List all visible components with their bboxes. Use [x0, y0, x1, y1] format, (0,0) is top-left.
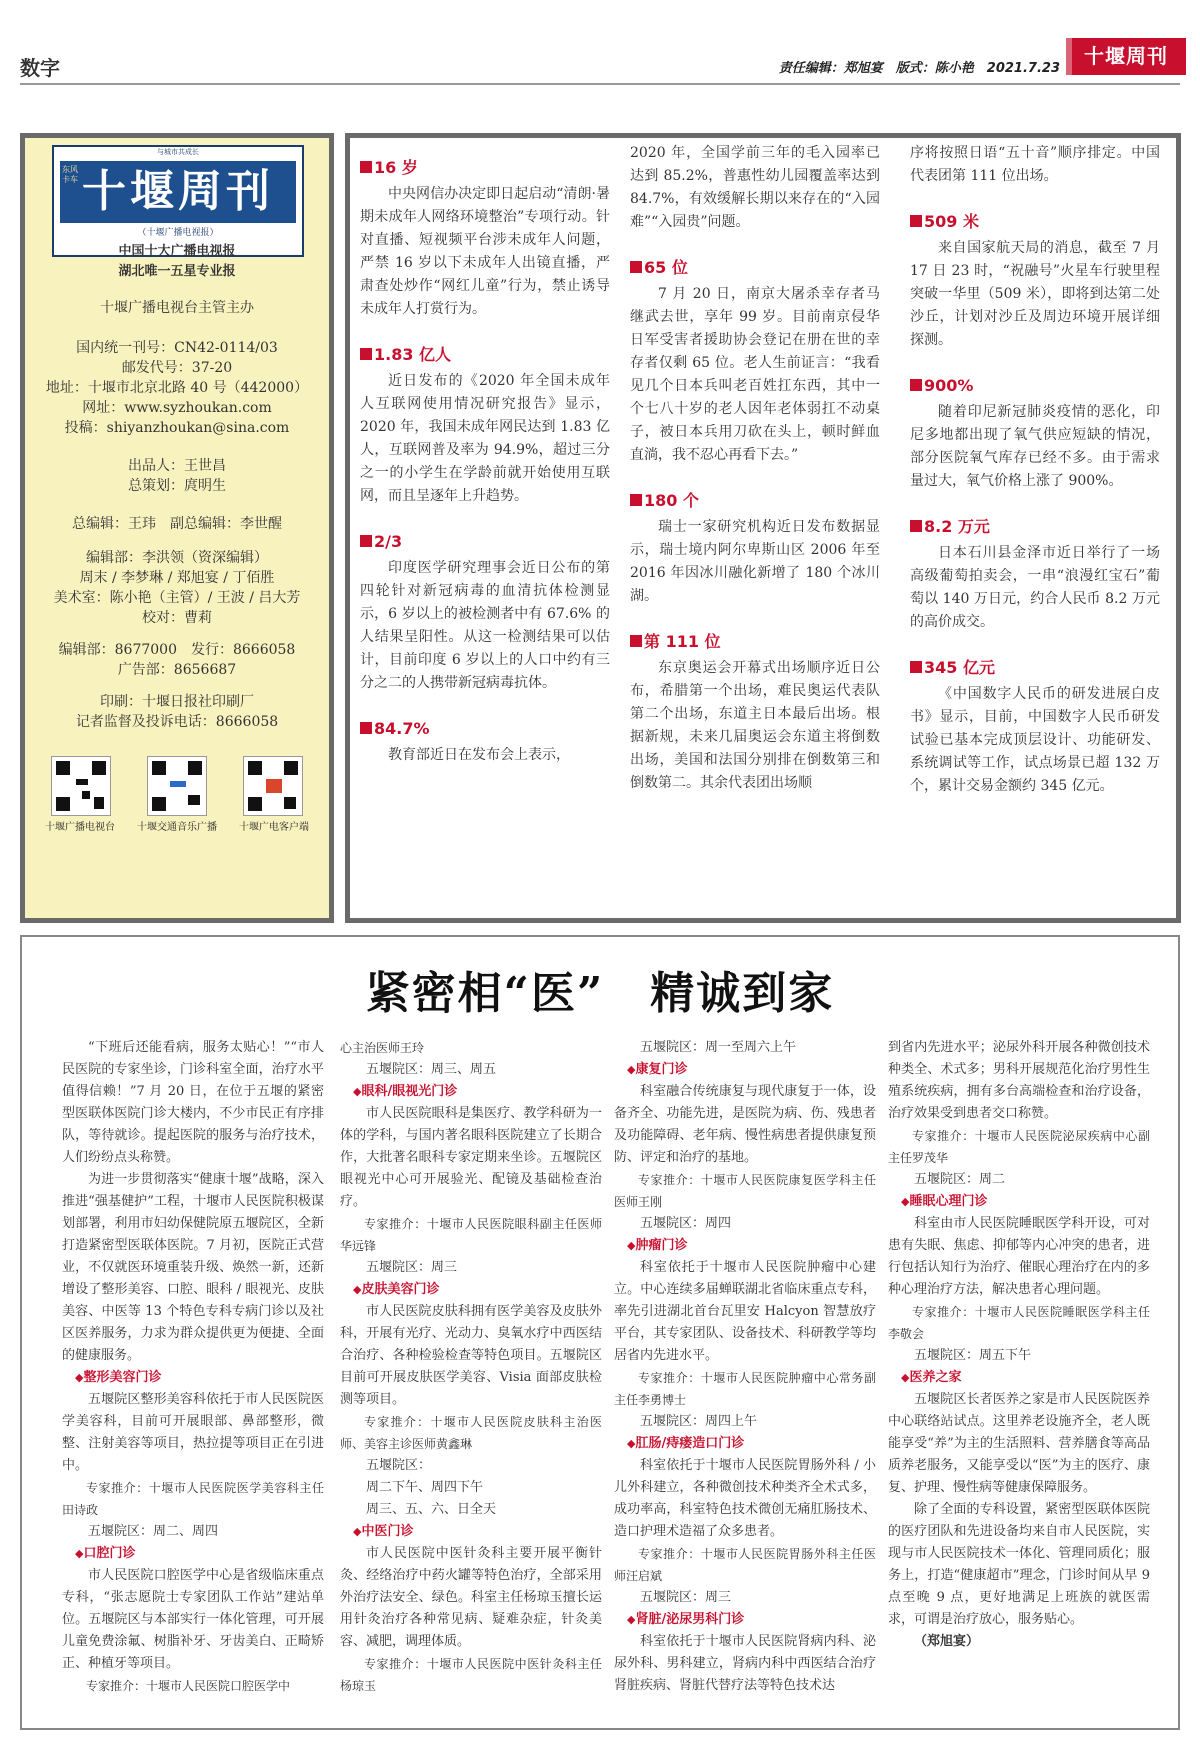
clinic-schedule: 五堰院区：周三、周五 — [366, 1062, 497, 1077]
article-paragraph: 市人民医院眼科是集医疗、教学科研为一体的学科，与国内著名眼科医院建立了长期合作，大批著名眼科专家定期来坐诊。五堰院区眼视光中心可开展验光、配镜及基础检查治疗。 — [340, 1106, 602, 1209]
clinic-schedule: 五堰院区：周一至周六上午 — [640, 1040, 797, 1055]
article-column-1 — [62, 1037, 324, 1697]
number-body: 印度医学研究理事会近日公布的第四轮针对新冠病毒的血清抗体检测显示，6 岁以上的被检测者中有 67.6% 的人结果呈阳性。从这一检测结果可以估计，目前印度 6 岁以上的人口中约有三分之二的人携带新冠病毒抗体。 — [360, 560, 610, 691]
article-paragraph: 科室融合传统康复与现代康复于一体，设备齐全、功能先进，是医院为病、伤、残患者及功能障碍、老年病、慢性病患者提供康复预防、评定和治疗的基地。 — [614, 1084, 876, 1165]
qr-label-tv: 十堰广播电视台 — [45, 822, 115, 833]
clinic-schedule: 五堰院区：周三 — [640, 1590, 732, 1605]
expert-recommendation: 专家推介：十堰市人民医院胃肠外科主任医师汪启斌 — [614, 1547, 876, 1583]
clinic-schedule: 五堰院区：周二 — [914, 1172, 1006, 1187]
editor-credits: 责任编辑：郑旭宴 版式：陈小艳 2021.7.23 — [778, 61, 1060, 76]
sponsor: 十堰广播电视台主管主办 — [100, 300, 254, 316]
subsection-heading: ◆中医门诊 — [353, 1524, 414, 1539]
expert-recommendation: 专家推介：十堰市人民医院泌尿疾病中心副主任罗茂华 — [888, 1129, 1150, 1165]
chief-planner: 总策划：庹明生 — [128, 478, 226, 494]
clinic-schedule: 五堰院区：周四 — [640, 1216, 732, 1231]
complaint-phone: 记者监督及投诉电话：8666058 — [75, 714, 279, 730]
numbers-column-1 — [360, 138, 610, 767]
clinic-schedule: 周三、五、六、日全天 — [366, 1502, 497, 1517]
logo-side-text: 东风卡车 — [62, 165, 78, 184]
clinic-schedule: 五堰院区：周五下午 — [914, 1348, 1032, 1363]
postal-code: 邮发代号：37-20 — [121, 360, 233, 376]
ad-phone: 广告部：8656687 — [117, 662, 237, 678]
feature-article — [20, 935, 1180, 1730]
numbers-column-2 — [630, 138, 880, 795]
article-paragraph: 到省内先进水平；泌尿外科开展各种微创技术种类全、术式多；男科开展规范化治疗男性生殖系统疾病，拥有多台高端检查和治疗设备，治疗效果受到患者交口称赞。 — [888, 1040, 1150, 1121]
subsection-heading: ◆医养之家 — [901, 1370, 962, 1385]
expert-recommendation: 专家推介：十堰市人民医院医学美容科主任田诗政 — [62, 1481, 324, 1517]
tagline-1: 中国十大广播电视报 — [118, 244, 236, 259]
number-headline: 900% — [910, 374, 1160, 397]
expert-recommendation: 专家推介：十堰市人民医院肿瘤中心常务副主任李勇博士 — [614, 1371, 876, 1407]
number-headline: 8.2 万元 — [910, 515, 1160, 538]
article-paragraph: 市人民医院口腔医学中心是省级临床重点专科，“张志愿院士专家团队工作站”建站单位。五堰院区与本部实行一体化管理，可开展儿童免费涂氟、树脂补牙、牙齿美白、正畸矫正、种植牙等项目。 — [62, 1568, 324, 1671]
section-name: 数字 — [20, 56, 60, 80]
subsection-heading: ◆肿瘤门诊 — [627, 1238, 688, 1253]
clinic-schedule: 周二下午、周四下午 — [366, 1480, 484, 1495]
numbers-column-3 — [910, 138, 1160, 798]
expert-recommendation: 专家推介：十堰市人民医院眼科副主任医师华远锋 — [340, 1217, 602, 1253]
number-headline: 1.83 亿人 — [360, 343, 610, 366]
address: 地址：十堰市北京北路 40 号（442000） — [45, 380, 309, 396]
subsection-heading: ◆皮肤美容门诊 — [353, 1282, 440, 1297]
number-body: 东京奥运会开幕式出场顺序近日公布，希腊第一个出场，难民奥运代表队第二个出场，东道主日本最后出场。根据新规，未来几届奥运会东道主将倒数出场，美国和法国分别排在倒数第三和倒数第二。其余代表团出场顺 — [630, 660, 880, 791]
producer: 出品人：王世昌 — [128, 458, 226, 474]
number-body: 近日发布的《2020 年全国未成年人互联网使用情况研究报告》显示，2020 年，我国未成年网民达到 1.83 亿人，互联网普及率为 94.9%，超过三分之一的小学生在学龄前就开始使用互联网，而且呈逐年上升趋势。 — [360, 373, 610, 504]
qr-code-tv[interactable] — [51, 756, 111, 816]
number-headline: 84.7% — [360, 717, 610, 740]
expert-recommendation: 专家推介：十堰市人民医院口腔医学中 — [86, 1679, 291, 1693]
subsection-heading: ◆肾脏/泌尿男科门诊 — [627, 1612, 745, 1627]
clinic-schedule: 五堰院区：周二、周四 — [88, 1524, 219, 1539]
number-headline: 509 米 — [910, 210, 1160, 233]
article-column-3 — [614, 1037, 876, 1697]
clinic-schedule: 五堰院区：周四上午 — [640, 1414, 758, 1429]
expert-recommendation: 专家推介：十堰市人民医院中医针灸科主任杨琼玉 — [340, 1657, 602, 1693]
weekend-staff: 周末 / 李梦琳 / 郑旭宴 / 丁佰胜 — [79, 570, 275, 586]
subsection-heading: ◆口腔门诊 — [75, 1546, 136, 1561]
qr-label-app: 十堰广电客户端 — [239, 822, 309, 833]
article-paragraph: 科室由市人民医院睡眠医学科开设，可对患有失眠、焦虑、抑郁等内心冲突的患者，进行包括认知行为治疗、催眠心理治疗在内的多种心理治疗方法，解决患者心理问题。 — [888, 1216, 1150, 1297]
logo-title: 十堰周刊 — [60, 161, 296, 223]
proofreader: 校对：曹莉 — [142, 610, 212, 626]
phone-numbers: 编辑部：8677000 发行：8666058 — [58, 642, 296, 658]
number-headline: 16 岁 — [360, 156, 610, 179]
subsection-heading: ◆康复门诊 — [627, 1062, 688, 1077]
article-column-4 — [888, 1037, 1150, 1653]
article-paragraph: 五堰院区长者医养之家是市人民医院医养中心联络站试点。这里养老设施齐全，老人既能享受“养”为主的生活照料、营养膳食等高品质养老服务，又能享受以“医”为主的医疗、康复、护理、慢性病等健康保障服务。 — [888, 1392, 1150, 1495]
number-headline: 2/3 — [360, 530, 610, 553]
subsection-heading: ◆眼科/眼视光门诊 — [353, 1084, 458, 1099]
article-paragraph: “下班后还能看病，服务太贴心！”“市人民医院的专家坐诊，门诊科室全面，治疗水平值得信赖！”7 月 20 日，在位于五堰的紧密型医联体医院门诊大楼内，不少市民正有序排队，等待就诊。提起医院的服务与治疗技术，人们纷纷点头称赞。 — [62, 1040, 324, 1165]
number-body: 2020 年，全国学前三年的毛入园率已达到 85.2%，普惠性幼儿园覆盖率达到 84.7%，有效缓解长期以来存在的“入园难”“入园贵”问题。 — [630, 145, 880, 230]
chief-editors: 总编辑：王玮 副总编辑：李世醒 — [72, 516, 282, 532]
numbers-news-box — [345, 133, 1181, 923]
expert-recommendation: 专家推介：十堰市人民医院睡眠医学科主任李敬会 — [888, 1305, 1150, 1341]
number-headline: 第 111 位 — [630, 630, 880, 653]
edit-department: 编辑部：李洪领（资深编辑） — [86, 550, 268, 566]
publication-info-box — [20, 133, 334, 923]
number-body: 序将按照日语“五十音”顺序排定。中国代表团第 111 位出场。 — [910, 145, 1160, 184]
article-paragraph: 为进一步贯彻落实“健康十堰”战略，深入推进“强基健护”工程，十堰市人民医院积极谋划部署，利用市妇幼保健院原五堰院区，全新打造紧密型医联体医院。7 月初，医院正式营业，不仅就医环境重装升级、焕然一新，还新增设了整形美容、口腔、眼科 / 眼视光、皮肤美容、中医等 13 个特色专科专病门诊以及社区医养服务，力求为群众提供更为便捷、全面的健康服务。 — [62, 1172, 324, 1363]
clinic-schedule: 五堰院区：周三 — [366, 1260, 458, 1275]
article-paragraph: 科室依托于十堰市人民医院肾病内科、泌尿外科、男科建立，肾病内科中西医结合治疗肾脏疾病、肾脏代替疗法等特色技术达 — [614, 1634, 876, 1693]
article-paragraph: 五堰院区整形美容科依托于市人民医院医学美容科，目前可开展眼部、鼻部整形，微整、注射美容等项目，热拉提等项目正在引进中。 — [62, 1392, 324, 1473]
newspaper-logo — [52, 145, 304, 257]
printer: 印刷：十堰日报社印刷厂 — [100, 694, 254, 710]
number-headline: 180 个 — [630, 489, 880, 512]
number-body: 中央网信办决定即日起启动“清朗·暑期未成年人网络环境整治”专项行动。针对直播、短视频平台涉未成年人问题，严禁 16 岁以下未成年人出镜直播，严肃查处炒作“网红儿童”行为，禁止诱导未成年人打赏行为。 — [360, 186, 610, 317]
qr-code-radio[interactable] — [147, 756, 207, 816]
masthead-title: 十堰周刊 — [1084, 44, 1168, 68]
art-room: 美术室：陈小艳（主管）/ 王波 / 吕大芳 — [53, 590, 301, 606]
masthead-badge — [1066, 38, 1186, 75]
qr-label-radio: 十堰交通音乐广播 — [137, 822, 217, 833]
tagline-2: 湖北唯一五星专业报 — [118, 264, 236, 279]
website[interactable]: 网址：www.syzhoukan.com — [82, 400, 272, 416]
article-paragraph: 市人民医院中医针灸科主要开展平衡针灸、经络治疗中药火罐等特色治疗，全部采用外治疗法安全、绿色。科室主任杨琼玉擅长运用针灸治疗各种常见病、疑难杂症，针灸美容、减肥，调理体质。 — [340, 1546, 602, 1649]
expert-recommendation: 心主治医师王玲 — [340, 1041, 425, 1055]
number-body: 《中国数字人民币的研发进展白皮书》显示，目前，中国数字人民币研发试验已基本完成顶层设计、功能研发、系统调试等工作，试点场景已超 132 万个，累计交易金额约 345 亿元。 — [910, 686, 1160, 794]
subsection-heading: ◆肛肠/痔瘘造口门诊 — [627, 1436, 745, 1451]
logo-subtitle: （十堰广播电视报） — [137, 228, 219, 238]
logo-slogan: 与城市共成长 — [157, 148, 199, 156]
number-body: 日本石川县金泽市近日举行了一场高级葡萄拍卖会，一串“浪漫红宝石”葡萄以 140 万日元，约合人民币 8.2 万元的高价成交。 — [910, 545, 1160, 630]
article-headline: 紧密相“医” 精诚到家 — [365, 968, 835, 1019]
qr-code-app[interactable] — [243, 756, 303, 816]
masthead-mark — [1066, 38, 1072, 75]
number-body: 随着印尼新冠肺炎疫情的恶化，印尼多地都出现了氧气供应短缺的情况，部分医院氧气库存已经不多。由于需求量过大，氧气价格上涨了 900%。 — [910, 404, 1160, 489]
number-headline: 345 亿元 — [910, 656, 1160, 679]
article-paragraph: 科室依托于十堰市人民医院胃肠外科 / 小儿外科建立，各种微创技术种类齐全术式多，成功率高，科室特色技术微创无痛肛肠技术、造口护理术造福了众多患者。 — [614, 1458, 876, 1539]
article-paragraph: 市人民医院皮肤科拥有医学美容及皮肤外科，开展有光疗、光动力、臭氧水疗中西医结合治疗、各种检验检查等特色项目。五堰院区目前可开展皮肤医学美容、Visia 面部皮肤检测等项目。 — [340, 1304, 602, 1407]
header-rule — [20, 83, 1180, 85]
expert-recommendation: 专家推介：十堰市人民医院皮肤科主治医师、美容主诊医师黄鑫琳 — [340, 1415, 602, 1451]
number-headline: 65 位 — [630, 256, 880, 279]
number-body: 7 月 20 日，南京大屠杀幸存者马继武去世，享年 99 岁。目前南京侵华日军受害者援助协会登记在册在世的幸存者仅剩 65 位。老人生前证言：“我看见几个日本兵叫老百姓扛东西，其中一个七八十岁的老人因年老体弱扛不动桌子，被日本兵用刀砍在头上，顿时鲜血直淌，我不忍心再看下去。” — [630, 286, 880, 463]
author-signature: （郑旭宴） — [914, 1634, 980, 1649]
article-paragraph: 科室依托于十堰市人民医院肿瘤中心建立。中心连续多届蝉联湖北省临床重点专科，率先引进湖北首台瓦里安 Halcyon 智慧放疗平台，其专家团队、设备技术、科研教学等均居省内先进水平。 — [614, 1260, 876, 1363]
number-body: 瑞士一家研究机构近日发布数据显示，瑞士境内阿尔卑斯山区 2006 年至 2016 年因冰川融化新增了 180 个冰川湖。 — [630, 519, 880, 604]
number-body: 教育部近日在发布会上表示， — [388, 747, 570, 763]
submission-email[interactable]: 投稿：shiyanzhoukan@sina.com — [64, 420, 290, 436]
subsection-heading: ◆睡眠心理门诊 — [901, 1194, 988, 1209]
clinic-schedule: 五堰院区： — [366, 1458, 432, 1473]
article-paragraph: 除了全面的专科设置，紧密型医联体医院的医疗团队和先进设备均来自市人民医院，实现与市人民医院技术一体化、管理同质化；服务上，打造“健康超市”理念，门诊时间从早 9 点至晚 9 点，更好地满足上班族的就医需求，可谓是治疗放心，服务贴心。 — [888, 1502, 1150, 1627]
article-column-2 — [340, 1037, 602, 1697]
expert-recommendation: 专家推介：十堰市人民医院康复医学科主任医师王刚 — [614, 1173, 876, 1209]
subsection-heading: ◆整形美容门诊 — [75, 1370, 162, 1385]
number-body: 来自国家航天局的消息，截至 7 月 17 日 23 时，“祝融号”火星车行驶里程突破一华里（509 米），即将到达第二处沙丘，计划对沙丘及周边环境开展详细探测。 — [910, 240, 1160, 348]
cn-number: 国内统一刊号：CN42-0114/03 — [76, 340, 278, 356]
